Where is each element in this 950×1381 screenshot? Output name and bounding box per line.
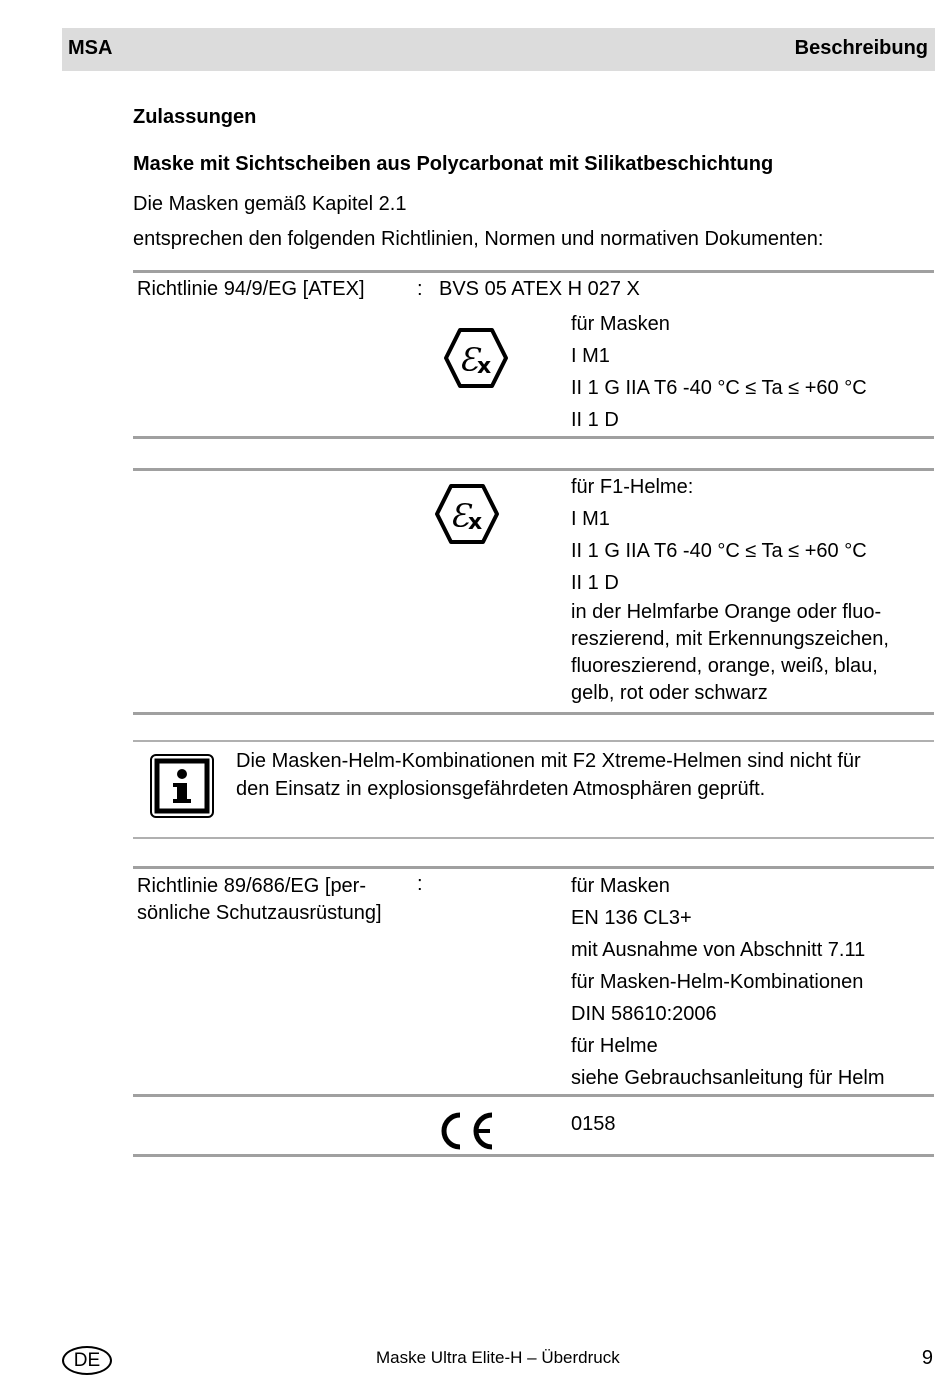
atex-certificate: BVS 05 ATEX H 027 X — [439, 278, 640, 300]
atex-directive: Richtlinie 94/9/EG [ATEX] — [137, 278, 365, 300]
atex-helmets-line: II 1 D — [571, 572, 619, 594]
ce-number: 0158 — [571, 1113, 616, 1135]
atex-masks-block — [571, 308, 867, 436]
atex-helmets-note — [571, 599, 889, 707]
ppe-line: mit Ausnahme von Abschnitt 7.11 — [571, 939, 866, 961]
table-rule — [133, 1154, 934, 1157]
atex-helmets-line: II 1 G IIA T6 -40 °C ≤ Ta ≤ +60 °C — [571, 540, 867, 562]
page-number: 9 — [921, 1347, 933, 1369]
intro-line: Die Masken gemäß Kapitel 2.1 — [133, 193, 407, 215]
svg-text:x: x — [468, 510, 483, 535]
atex-masks-line: für Masken — [571, 313, 670, 335]
table-rule — [133, 436, 934, 439]
table-rule — [133, 1094, 934, 1097]
atex-masks-line: II 1 D — [571, 409, 619, 431]
atex-helmets-block — [571, 471, 889, 707]
header-section: Beschreibung — [794, 37, 928, 59]
ppe-directive — [137, 873, 382, 927]
table-rule — [133, 712, 934, 715]
footer-title: Maske Ultra Elite-H – Überdruck — [376, 1348, 620, 1367]
info-note-text — [236, 747, 861, 803]
atex-helmets-note-line: fluoreszierend, orange, weiß, blau, — [571, 655, 878, 677]
ppe-directive-line: Richtlinie 89/686/EG [per- — [137, 875, 367, 897]
svg-text:Ɛ: Ɛ — [459, 341, 479, 379]
note-rule — [133, 837, 934, 839]
info-note-line: Die Masken-Helm-Kombinationen mit F2 Xtreme-Helmen sind nicht für — [236, 750, 861, 772]
ce-mark-icon — [438, 1111, 496, 1156]
section-title: Zulassungen — [133, 106, 257, 128]
ex-icon — [443, 327, 509, 394]
atex-helmets-note-line: reszierend, mit Erkennungszeichen, — [571, 628, 889, 650]
language-badge: DE — [62, 1346, 112, 1375]
ppe-colon: : — [417, 873, 423, 895]
ppe-line: für Masken-Helm-Kombinationen — [571, 971, 864, 993]
header-brand: MSA — [68, 37, 113, 59]
ppe-line: EN 136 CL3+ — [571, 907, 692, 929]
ppe-line: siehe Gebrauchsanleitung für Helm — [571, 1067, 885, 1089]
atex-masks-line: II 1 G IIA T6 -40 °C ≤ Ta ≤ +60 °C — [571, 377, 867, 399]
table-rule — [133, 270, 934, 273]
info-icon — [149, 753, 215, 824]
ppe-line: für Helme — [571, 1035, 658, 1057]
atex-colon: : — [417, 278, 423, 300]
svg-text:x: x — [477, 354, 492, 379]
atex-helmets-note-line: gelb, rot oder schwarz — [571, 682, 768, 704]
ex-icon — [434, 483, 500, 550]
atex-masks-line: I M1 — [571, 345, 610, 367]
atex-helmets-line: für F1-Helme: — [571, 476, 694, 498]
svg-text:Ɛ: Ɛ — [450, 497, 470, 535]
ppe-directive-line: sönliche Schutzausrüstung] — [137, 902, 382, 924]
intro-text — [133, 187, 823, 257]
note-rule — [133, 740, 934, 742]
subtitle: Maske mit Sichtscheiben aus Polycarbonat mit Silikatbeschichtung — [133, 153, 774, 175]
ppe-block — [571, 870, 885, 1094]
ppe-line: DIN 58610:2006 — [571, 1003, 717, 1025]
info-note-line: den Einsatz in explosionsgefährdeten Atmosphären geprüft. — [236, 778, 766, 800]
intro-line: entsprechen den folgenden Richtlinien, Normen und normativen Dokumenten: — [133, 228, 824, 250]
atex-helmets-line: I M1 — [571, 508, 610, 530]
table-rule — [133, 866, 934, 869]
ppe-line: für Masken — [571, 875, 670, 897]
atex-helmets-note-line: in der Helmfarbe Orange oder fluo- — [571, 601, 882, 623]
